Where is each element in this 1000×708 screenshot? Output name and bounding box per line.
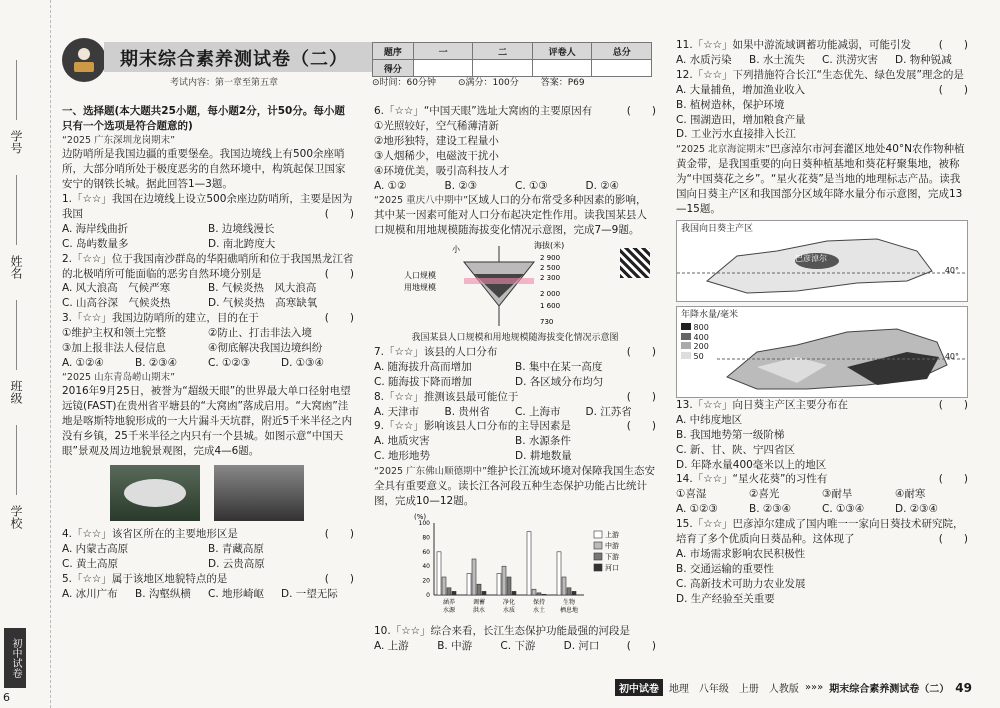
- legend-value: 400: [693, 332, 709, 342]
- question-9: 9.「☆☆」影响该县人口分布的主导因素是 ( ): [374, 420, 656, 433]
- option: A. 风大浪高 气候严寒: [62, 282, 171, 295]
- legend-swatch: [594, 564, 602, 571]
- fig1-label-pop: 人口规模: [404, 271, 436, 281]
- source-tag: “2025 广东深圳龙岗期末”: [62, 134, 176, 146]
- x-tick-label-line2: 水质: [502, 606, 516, 614]
- bar: [562, 577, 566, 595]
- option: A. ①②④: [62, 356, 104, 369]
- option: A. 水质污染: [676, 53, 732, 66]
- option: B. 青藏高原: [208, 542, 264, 555]
- option: B. 沟壑纵横: [135, 587, 191, 600]
- x-tick-label: 保持: [532, 598, 546, 606]
- y-tick-label: 100: [418, 519, 430, 527]
- item: ①光照较好，空气稀薄清新: [374, 119, 499, 132]
- option: A. 冰川广布: [62, 587, 118, 600]
- bar: [557, 552, 561, 595]
- y-tick-label: 80: [422, 534, 430, 542]
- fast-telescope-photo: [110, 465, 200, 521]
- option: B. 水源条件: [515, 435, 571, 448]
- option: A. ①②: [374, 179, 407, 192]
- bar: [512, 591, 516, 595]
- option: D. 耕地数量: [515, 450, 572, 463]
- fig1-tick: 2 300: [540, 274, 561, 283]
- question-10-options: [374, 639, 627, 654]
- option: B. 交通运输的重要性: [676, 562, 774, 575]
- question-5-options: [62, 587, 354, 602]
- name-label: 姓名: [9, 255, 23, 279]
- option: C. 高新技术可助力农业发展: [676, 577, 806, 590]
- score-cell: [592, 60, 652, 77]
- option: D. 一望无际: [281, 587, 338, 600]
- bar: [442, 577, 446, 595]
- source-tag: “2025 广东佛山顺德期中”: [374, 466, 488, 478]
- x-tick-label: 净化: [502, 598, 516, 606]
- page-number: 49: [955, 680, 972, 695]
- binding-margin: [0, 0, 51, 708]
- source-tag: “2025 北京海淀期末”: [676, 144, 771, 156]
- source-tag: “2025 山东青岛崂山期末”: [62, 371, 176, 383]
- fig1-tick: 1 600: [540, 302, 561, 311]
- score-header: 总分: [592, 43, 652, 60]
- student-reading-icon: [62, 38, 106, 82]
- option: C. ①③: [515, 179, 548, 192]
- question-8: 8.「☆☆」推测该县最可能位于 ( ): [374, 390, 656, 403]
- option: B. 中游: [437, 639, 473, 652]
- option: D. ②③④: [895, 503, 938, 516]
- option: B. 水土流失: [749, 53, 805, 66]
- class-line: [16, 300, 17, 370]
- question-6: 6.「☆☆」“中国天眼”选址大窝凼的主要原因有 ( ): [374, 105, 656, 117]
- question-11-options: [676, 53, 968, 68]
- y-tick-label: 0: [426, 591, 430, 599]
- legend-value: 200: [693, 342, 709, 352]
- option: C. 黄土高原: [62, 557, 119, 570]
- score-cell: [473, 60, 533, 77]
- item: ④环境优美，吸引高科技人才: [374, 164, 510, 177]
- question-intro: 2016年9月25日，被誉为“超级天眼”的世界最大单口径射电望远镜(FAST)在贵州省平塘县的“大窝凼”落成启用。“大窝凼”洼地是喀斯特地貌形成的一大片漏斗天坑群，附近5千米半径之内没有乡镇，25千米半径之内只有一个县城。如图示意“中国天眼”景观及周边地貌景观图，完成4—6题。: [62, 385, 353, 457]
- option: A. 地质灾害: [374, 435, 430, 448]
- x-tick-label: 调蓄: [472, 598, 486, 606]
- question-14-options: [676, 502, 968, 517]
- column-3: [676, 38, 968, 607]
- option: B. 贵州省: [444, 405, 490, 418]
- option: B. ②③④: [749, 503, 792, 516]
- option: C. 围湖造田，增加粮食产量: [676, 113, 806, 126]
- question-13: 13.「☆☆」向日葵主产区主要分布在 ( ): [676, 398, 968, 411]
- option: A. 上游: [374, 639, 409, 652]
- question-6-options: [374, 179, 656, 194]
- bar: [542, 594, 546, 595]
- option: D. 工业污水直接排入长江: [676, 128, 796, 141]
- bar: [447, 588, 451, 595]
- score-table: [372, 42, 652, 77]
- option: C. 山高谷深 气候炎热: [62, 297, 171, 310]
- x-tick-label-line2: 水土: [532, 606, 546, 614]
- option: A. 市场需求影响农民积极性: [676, 547, 806, 560]
- question-14: 14.「☆☆」“星火花葵”的习性有 ( ): [676, 473, 968, 486]
- map-title: 我国向日葵主产区: [681, 223, 754, 234]
- karst-landscape-photo: [214, 465, 304, 521]
- score-header: 二: [473, 43, 533, 60]
- bar: [537, 593, 541, 595]
- footer-tag: 初中试卷: [615, 679, 663, 696]
- y-tick-label: 20: [422, 577, 430, 585]
- item: ④耐寒: [895, 488, 926, 501]
- fig1-tick: 730: [540, 318, 554, 327]
- option: D. 各区域分布均匀: [515, 375, 604, 388]
- question-8-options: [374, 405, 656, 420]
- bar: [467, 573, 471, 595]
- page-footer: [615, 679, 972, 696]
- map-place-label: 巴彦淖尔: [795, 253, 827, 263]
- question-4: 4.「☆☆」该省区所在的主要地形区是 ( ): [62, 527, 354, 540]
- option: D. 年降水量400毫米以上的地区: [676, 458, 827, 471]
- legend-label: 上游: [605, 530, 619, 539]
- legend-value: 800: [693, 322, 709, 332]
- exam-header: [62, 36, 652, 88]
- footer-title: 期末综合素养测试卷（二）: [829, 684, 950, 695]
- footer-arrow: »»»: [804, 682, 824, 693]
- latitude-label: 40°: [944, 265, 959, 275]
- bar: [437, 552, 441, 595]
- population-altitude-figure: [374, 240, 656, 330]
- question-9-options: [374, 434, 656, 464]
- legend-value: 50: [693, 352, 704, 362]
- score-header: 评卷人: [532, 43, 592, 60]
- score-header: 题序: [373, 43, 414, 60]
- fig1-tick: 2 900: [540, 254, 561, 263]
- question-3-items: [62, 326, 354, 356]
- option: A. 天津市: [374, 405, 420, 418]
- question-14-items: [676, 487, 968, 502]
- section-heading: 一、选择题(本大题共25小题，每小题2分，计50分。每小题只有一个选项是符合题意的): [62, 105, 345, 132]
- bar: [532, 589, 536, 595]
- bar: [527, 532, 531, 595]
- item: ②防止、打击非法入境: [208, 327, 312, 340]
- bar: [572, 591, 576, 595]
- student-id-label: 学号: [9, 130, 23, 154]
- question-5: 5.「☆☆」属于该地区地貌特点的是 ( ): [62, 572, 354, 585]
- option: D. 江苏省: [585, 405, 632, 418]
- question-intro: 巴彦淖尔市河套灌区地处40°N农作物种植黄金带，是我国重要的向日葵种植基地和葵花籽聚集地，被称为“中国葵花之乡”。“星火花葵”是当地的地理标志产品。读我国向日葵主产区和我国部分区域年降水量分布示意图，完成13—15题。: [676, 143, 965, 215]
- class-label: 班级: [9, 380, 23, 404]
- option: C. 下游: [500, 639, 536, 652]
- option: D. ①③④: [281, 356, 324, 369]
- legend-swatch: [594, 531, 602, 538]
- bar: [567, 588, 571, 595]
- option: A. 大量捕鱼，增加渔业收入: [676, 83, 806, 96]
- qr-code[interactable]: [620, 248, 650, 278]
- latitude-label: 40°: [944, 351, 959, 361]
- y-axis-label: (%): [414, 512, 427, 521]
- question-3: 3.「☆☆」我国边防哨所的建立，目的在于 ( ): [62, 312, 354, 325]
- bar: [507, 577, 511, 595]
- option: D. 物种锐减: [895, 53, 952, 66]
- exam-scope: 考试内容：第一章至第五章: [170, 78, 279, 88]
- map-title: 年降水量/毫米: [681, 309, 739, 320]
- page-title: 期末综合素养测试卷（二）: [120, 49, 348, 70]
- question-10: 10.「☆☆」综合来看，长江生态保护功能最强的河段是 ( ): [374, 624, 656, 652]
- question-7-options: [374, 360, 656, 390]
- legend-swatch: [594, 542, 602, 549]
- option: B. ②③: [444, 179, 478, 192]
- brand-badge: 初中试卷: [4, 628, 26, 688]
- legend-label: 下游: [605, 552, 619, 561]
- question-12: 12.「☆☆」下列措施符合长江“生态优先、绿色发展”理念的是 ( ): [676, 68, 968, 96]
- bar: [482, 591, 486, 595]
- x-tick-label-line2: 洪水: [472, 606, 486, 614]
- item: ③加上报非法人侵信息: [62, 342, 166, 355]
- sunflower-region-map: [676, 220, 968, 302]
- option: A. ①②③: [676, 503, 718, 516]
- item: ④彻底解决我国边境纠纷: [208, 342, 323, 355]
- score-cell: [413, 60, 473, 77]
- x-tick-label: 涵养: [442, 598, 456, 606]
- footer-meta: 地理 八年级 上册 人教版: [668, 684, 799, 695]
- question-intro: 维护长江流域环境对保障我国生态安全具有重要意义。读长江各河段五种生态保护功能占比统计图，完成10—12题。: [374, 465, 656, 507]
- bar: [502, 566, 506, 595]
- option: C. ①③④: [822, 503, 865, 516]
- fig1-label-land: 用地规模: [404, 283, 436, 293]
- legend-swatch: [594, 553, 602, 560]
- option: C. 随海拔下降而增加: [374, 375, 473, 388]
- score-header: 一: [413, 43, 473, 60]
- option: C. 岛屿数量多: [62, 237, 129, 250]
- fast-photos: [110, 465, 354, 521]
- fig1-ylabel: 海拔(米): [534, 241, 565, 251]
- y-tick-label: 60: [422, 548, 430, 556]
- figure-caption: 我国某县人口规模和用地规模随海拔变化情况示意图: [411, 333, 619, 344]
- school-line: [16, 425, 17, 495]
- legend-label: 中游: [605, 541, 619, 550]
- name-line: [16, 175, 17, 245]
- exam-time: ⊙时间：60分钟: [372, 78, 436, 88]
- score-cell: [532, 60, 592, 77]
- population-land-diagram: [404, 240, 604, 330]
- score-row-label: 得分: [373, 60, 414, 77]
- ecology-function-chart: [374, 509, 656, 619]
- question-2-options: [62, 281, 354, 311]
- fig1-tick: 2 500: [540, 264, 561, 273]
- option: D. 河口: [563, 639, 600, 652]
- option: C. 上海市: [515, 405, 561, 418]
- item: ①喜湿: [676, 488, 707, 501]
- option: B. 集中在某一高度: [515, 360, 603, 373]
- option: C. 洪涝灾害: [822, 53, 879, 66]
- question-1-options: [62, 222, 354, 252]
- item: ②喜光: [749, 488, 780, 501]
- item: ②地形独特，建设工程量小: [374, 134, 499, 147]
- option: B. 边境线漫长: [208, 222, 275, 235]
- option: C. 地形崎岖: [208, 587, 265, 600]
- option: B. 我国地势第一级阶梯: [676, 428, 785, 441]
- option: C. ①②③: [208, 356, 251, 369]
- bar: [497, 573, 501, 595]
- page-number-left: 6: [3, 691, 10, 704]
- question-intro: 边防哨所是我国边疆的重要堡垒。我国边境线上有500余座哨所，大部分哨所处于极度恶劣的自然环境中，构筑起保卫国家安宁的钢铁长城。据此回答1—3题。: [62, 148, 346, 191]
- item: ①维护主权和领土完整: [62, 327, 166, 340]
- answer-page: 答案：P69: [540, 78, 585, 88]
- option: D. 南北跨度大: [208, 237, 276, 250]
- option: B. 植树造林，保护环境: [676, 98, 785, 111]
- bar: [452, 591, 456, 595]
- x-tick-label-line2: 水源: [442, 606, 456, 614]
- x-tick-label: 生物: [562, 598, 576, 606]
- question-7: 7.「☆☆」该县的人口分布 ( ): [374, 345, 656, 358]
- exam-full-score: ⊙满分：100分: [458, 78, 519, 88]
- question-1: 1.「☆☆」我国在边境线上设立500余座边防哨所，主要是因为我国 ( ): [62, 193, 354, 220]
- student-id-line: [16, 60, 17, 120]
- fig1-small: 小: [452, 245, 460, 255]
- question-15: 15.「☆☆」巴彦淖尔建成了国内唯一一家向日葵技术研究院，培育了多个优质向日葵品种。这体现了 ( ): [676, 518, 968, 546]
- x-tick-label-line2: 栖息地: [559, 606, 579, 614]
- option: D. ②④: [585, 179, 620, 192]
- option: B. 气候炎热 风大浪高: [208, 282, 317, 295]
- option: A. 随海拔升高而增加: [374, 360, 472, 373]
- question-4-options: [62, 542, 354, 572]
- option: A. 海岸线曲折: [62, 222, 129, 235]
- item: ③人烟稀少，电磁波干扰小: [374, 149, 499, 162]
- option: A. 内蒙古高原: [62, 542, 129, 555]
- option: D. 云贵高原: [208, 557, 265, 570]
- option: C. 地形地势: [374, 450, 431, 463]
- bar: [472, 559, 476, 595]
- option: B. ②③④: [135, 356, 178, 369]
- column-2: [374, 104, 656, 654]
- option: A. 中纬度地区: [676, 413, 743, 426]
- source-tag: “2025 重庆八中期中”: [374, 195, 469, 207]
- precipitation-map: [676, 306, 968, 398]
- item: ③耐旱: [822, 488, 853, 501]
- y-tick-label: 40: [422, 563, 430, 571]
- bar: [477, 584, 481, 595]
- legend-label: 河口: [605, 563, 619, 572]
- exam-meta: [372, 75, 652, 88]
- question-11: 11.「☆☆」如果中游流域调蓄功能减弱，可能引发 ( ): [676, 39, 968, 51]
- option: C. 新、甘、陕、宁四省区: [676, 443, 796, 456]
- question-3-options: [62, 356, 354, 371]
- option: D. 生产经验至关重要: [676, 592, 775, 605]
- question-2: 2.「☆☆」位于我国南沙群岛的华阳礁哨所和位于我国黑龙江省的北极哨所可能面临的恶劣自然环境分别是 ( ): [62, 252, 354, 280]
- column-1: [62, 104, 354, 601]
- question-intro: 区域人口的分布常受多种因素的影响，其中某一因素可能对人口分布起决定性作用。读我国某县人口规模和用地规模随海拔变化情况示意图，完成7—9题。: [374, 194, 647, 237]
- option: D. 气候炎热 高寒缺氧: [208, 297, 318, 310]
- school-label: 学校: [9, 505, 23, 529]
- fig1-tick: 2 000: [540, 290, 561, 299]
